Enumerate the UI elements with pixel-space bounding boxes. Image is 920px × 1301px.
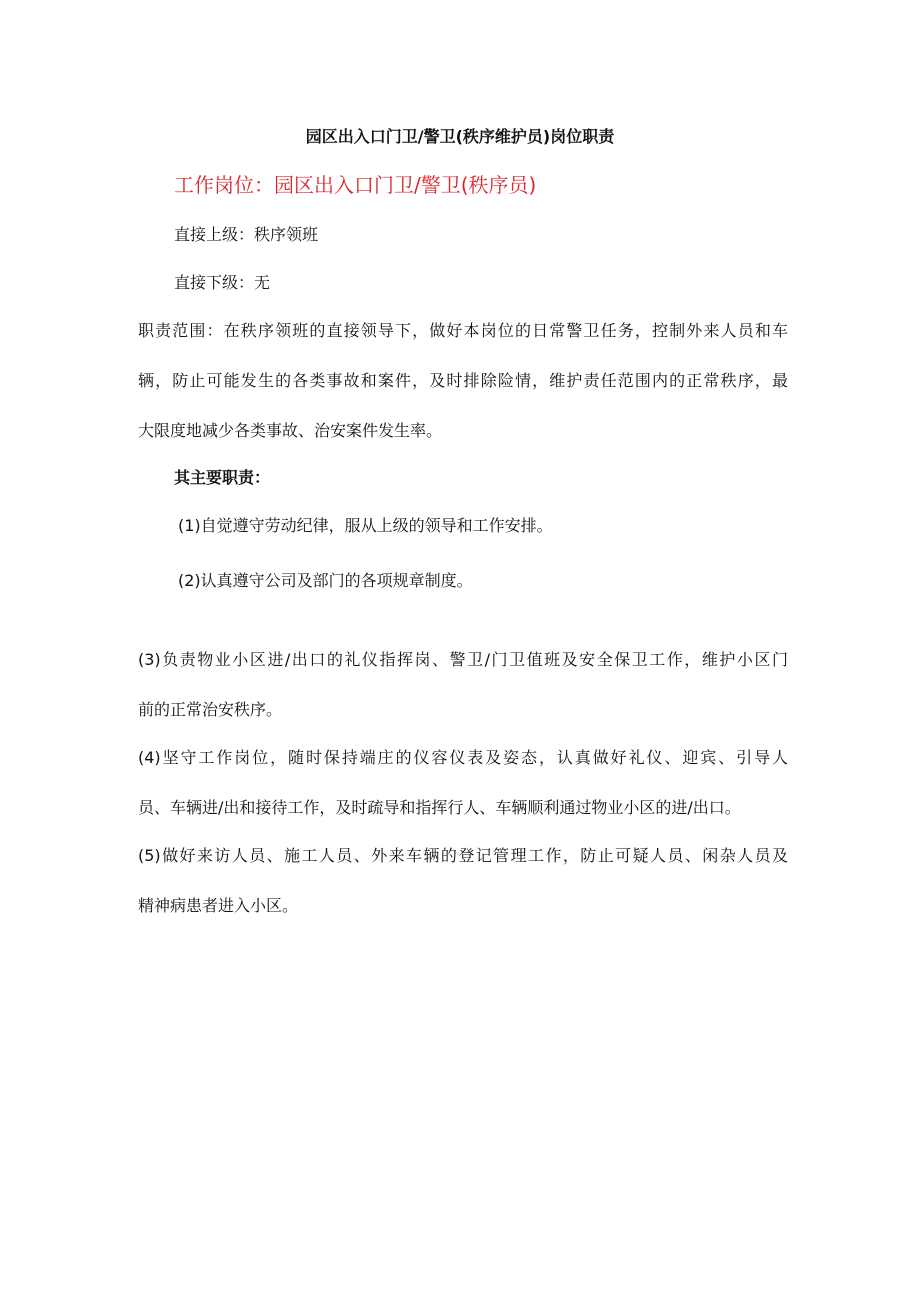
duty-3-line: 前的正常治安秩序。 [138, 700, 283, 719]
scope-line: 职责范围：在秩序领班的直接领导下，做好本岗位的日常警卫任务，控制外来人员和车 [138, 321, 788, 340]
duty-item-2: (2)认真遵守公司及部门的各项规章制度。 [178, 571, 473, 590]
duty-item-4 [138, 746, 788, 820]
duty-3-line: (3)负责物业小区进/出口的礼仪指挥岗、警卫/门卫值班及安全保卫工作，维护小区门 [138, 650, 788, 669]
duty-5-line: (5)做好来访人员、施工人员、外来车辆的登记管理工作，防止可疑人员、闲杂人员及 [138, 846, 788, 865]
scope-line: 大限度地减少各类事故、治安案件发生率。 [138, 421, 443, 440]
duty-4-line: (4)坚守工作岗位，随时保持端庄的仪容仪表及姿态，认真做好礼仪、迎宾、引导人 [138, 748, 788, 767]
direct-superior: 直接上级：秩序领班 [174, 225, 319, 244]
direct-subordinate: 直接下级：无 [174, 273, 271, 292]
scope-line: 辆，防止可能发生的各类事故和案件，及时排除险情，维护责任范围内的正常秩序，最 [138, 371, 788, 390]
document-title: 园区出入口门卫/警卫(秩序维护员)岗位职责 [305, 127, 615, 146]
duty-item-5 [138, 844, 788, 918]
duties-heading: 其主要职责： [174, 468, 271, 487]
duty-item-1: (1)自觉遵守劳动纪律，服从上级的领导和工作安排。 [178, 516, 553, 535]
scope-paragraph [138, 319, 788, 443]
duty-4-line: 员、车辆进/出和接待工作，及时疏导和指挥行人、车辆顺利通过物业小区的进/出口。 [138, 798, 741, 817]
job-post-heading: 工作岗位：园区出入口门卫/警卫(秩序员) [174, 173, 537, 197]
duty-item-3 [138, 648, 788, 722]
duty-5-line: 精神病患者进入小区。 [138, 896, 299, 915]
